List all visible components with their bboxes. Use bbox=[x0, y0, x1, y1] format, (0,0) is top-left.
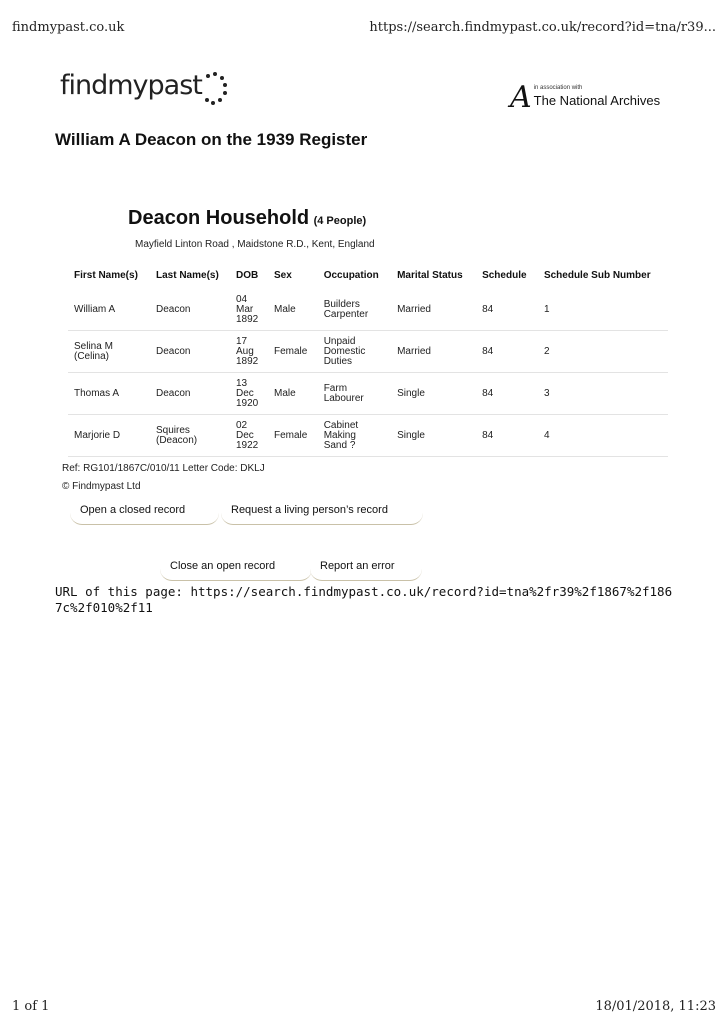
table-header-row bbox=[68, 265, 668, 289]
table-row bbox=[68, 373, 668, 415]
cell-schedule-sub-number: 3 bbox=[538, 373, 668, 415]
print-header-site: findmypast.co.uk bbox=[12, 20, 125, 35]
col-schedule-sub-number: Schedule Sub Number bbox=[543, 270, 651, 281]
col-last-name: Last Name(s) bbox=[156, 270, 219, 281]
cell-schedule-sub-number: 2 bbox=[538, 331, 668, 373]
cell-sex: Female bbox=[268, 331, 318, 373]
findmypast-logo[interactable] bbox=[60, 70, 230, 110]
col-marital-status: Marital Status bbox=[397, 270, 463, 281]
print-header-url: https://search.findmypast.co.uk/record?id=tna/r39... bbox=[369, 20, 716, 35]
cell-marital-status: Married bbox=[391, 289, 476, 331]
cell-sex: Male bbox=[268, 289, 318, 331]
cell-first-name: Selina M (Celina) bbox=[68, 331, 150, 373]
table-row bbox=[68, 289, 668, 331]
cell-schedule: 84 bbox=[476, 331, 538, 373]
print-footer-page: 1 of 1 bbox=[12, 999, 50, 1014]
logo-dots-icon bbox=[204, 70, 230, 110]
household-address: Mayfield Linton Road , Maidstone R.D., Kent, England bbox=[135, 239, 375, 250]
request-living-record-button[interactable]: Request a living person’s record bbox=[221, 502, 423, 525]
cell-marital-status: Married bbox=[391, 331, 476, 373]
page-url: URL of this page: https://search.findmypast.co.uk/record?id=tna%2fr39%2f1867%2f1867c%2f010%2f11 bbox=[55, 584, 673, 615]
cell-dob: 17 Aug 1892 bbox=[230, 331, 268, 373]
cell-last-name: Squires (Deacon) bbox=[150, 415, 230, 457]
cell-marital-status: Single bbox=[391, 415, 476, 457]
partner-prefix: in association with bbox=[533, 85, 583, 91]
national-archives-a-icon: A bbox=[510, 80, 532, 115]
cell-occupation: Farm Labourer bbox=[318, 373, 391, 415]
cell-occupation: Builders Carpenter bbox=[318, 289, 391, 331]
household-heading bbox=[128, 207, 366, 230]
logo-text: findmypast bbox=[60, 70, 202, 101]
cell-schedule: 84 bbox=[476, 373, 538, 415]
household-count: (4 People) bbox=[313, 215, 367, 227]
cell-schedule: 84 bbox=[476, 415, 538, 457]
cell-first-name: Thomas A bbox=[68, 373, 150, 415]
cell-first-name: William A bbox=[68, 289, 150, 331]
cell-last-name: Deacon bbox=[150, 289, 230, 331]
table-row bbox=[68, 331, 668, 373]
col-occupation: Occupation bbox=[323, 270, 379, 281]
table-row bbox=[68, 415, 668, 457]
open-closed-record-button[interactable]: Open a closed record bbox=[70, 502, 219, 525]
cell-sex: Female bbox=[268, 415, 318, 457]
close-open-record-button[interactable]: Close an open record bbox=[160, 558, 312, 581]
cell-first-name: Marjorie D bbox=[68, 415, 150, 457]
col-schedule: Schedule bbox=[482, 270, 527, 281]
cell-dob: 04 Mar 1892 bbox=[230, 289, 268, 331]
col-dob: DOB bbox=[236, 270, 259, 281]
household-name: Deacon Household bbox=[128, 207, 310, 229]
page-title: William A Deacon on the 1939 Register bbox=[55, 130, 368, 149]
cell-marital-status: Single bbox=[391, 373, 476, 415]
print-footer-datetime: 18/01/2018, 11:23 bbox=[595, 999, 716, 1014]
partner-name: The National Archives bbox=[533, 93, 661, 108]
cell-occupation: Cabinet Making Sand ? bbox=[318, 415, 391, 457]
record-reference: Ref: RG101/1867C/010/11 Letter Code: DKLJ bbox=[62, 463, 265, 474]
cell-last-name: Deacon bbox=[150, 373, 230, 415]
household-members-table bbox=[68, 265, 668, 457]
cell-sex: Male bbox=[268, 373, 318, 415]
national-archives-logo bbox=[510, 80, 661, 115]
cell-dob: 02 Dec 1922 bbox=[230, 415, 268, 457]
cell-occupation: Unpaid Domestic Duties bbox=[318, 331, 391, 373]
cell-schedule-sub-number: 1 bbox=[538, 289, 668, 331]
cell-dob: 13 Dec 1920 bbox=[230, 373, 268, 415]
cell-schedule-sub-number: 4 bbox=[538, 415, 668, 457]
col-sex: Sex bbox=[274, 270, 292, 281]
report-error-button[interactable]: Report an error bbox=[310, 558, 422, 581]
cell-schedule: 84 bbox=[476, 289, 538, 331]
copyright-notice: © Findmypast Ltd bbox=[62, 481, 141, 492]
col-first-name: First Name(s) bbox=[74, 270, 138, 281]
cell-last-name: Deacon bbox=[150, 331, 230, 373]
